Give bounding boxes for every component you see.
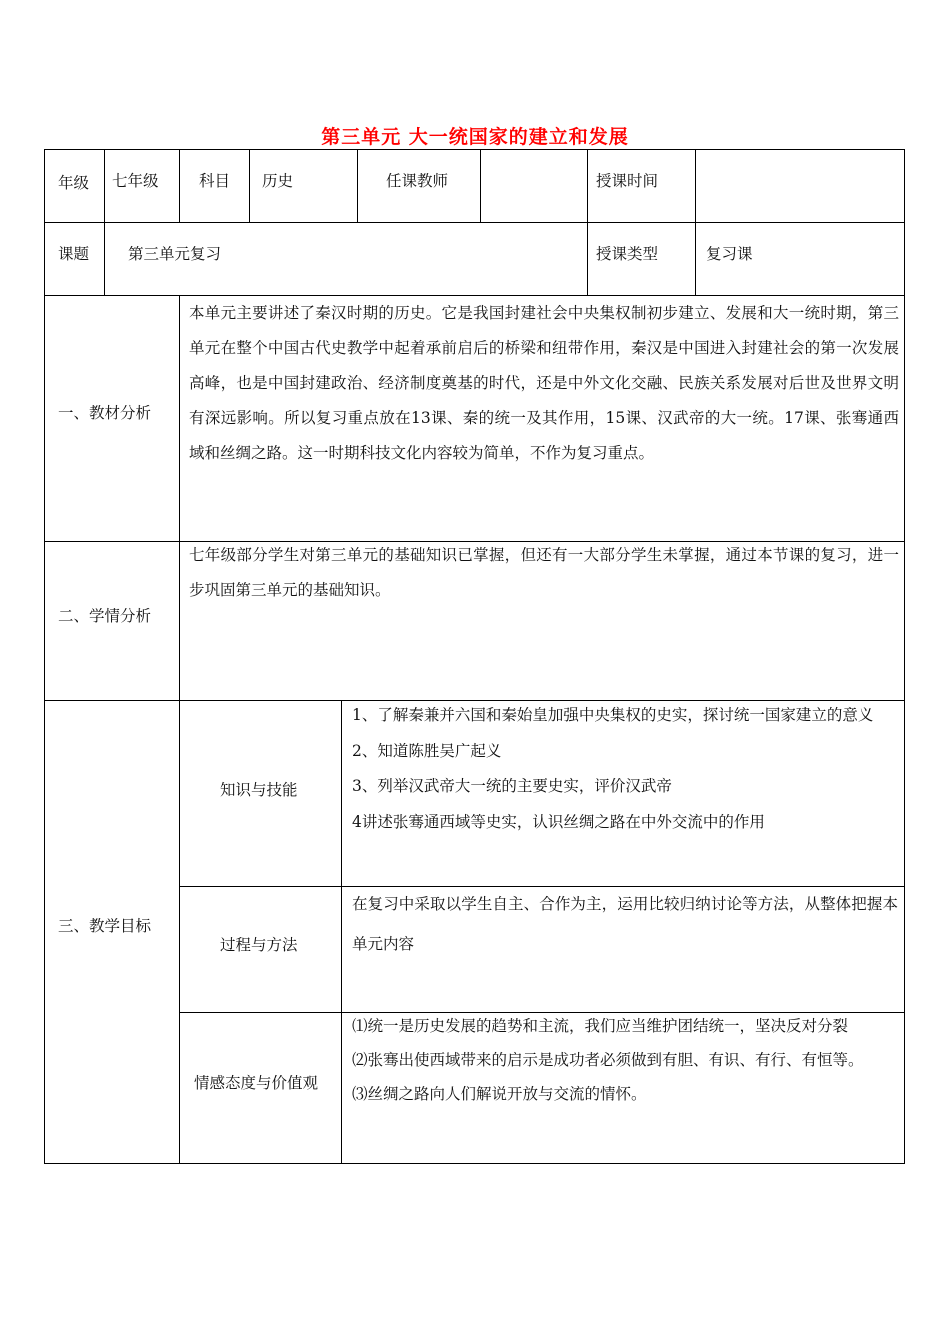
list-item: 3、列举汉武帝大一统的主要史实，评价汉武帝 <box>352 777 672 795</box>
time-label: 授课时间 <box>596 172 659 190</box>
table-border-right <box>904 149 905 1164</box>
topic-value: 第三单元复习 <box>128 245 222 263</box>
column-divider <box>480 149 481 223</box>
table-border-top <box>44 149 905 150</box>
material-analysis-text: 本单元主要讲述了秦汉时期的历史。它是我国封建社会中央集权制初步建立、发展和大一统时期，第三单元在整个中国古代史教学中起着承前启后的桥梁和纽带作用，秦汉是中国进入封建社会的第一次发展高峰，也是中国封建政治、经济制度奠基的时代，还是中外文化交融、民族关系发展对后世及世界文明有深远影响。所以复习重点放在13课、秦的统一及其作用，15课、汉武帝的大一统。17课、张骞通西域和丝绸之路。这一时期科技文化内容较为简单，不作为复习重点。 <box>189 304 899 462</box>
process-methods-text: 在复习中采取以学生自主、合作为主，运用比较归纳讨论等方法，从整体把握本单元内容 <box>352 895 898 953</box>
column-divider <box>104 149 105 296</box>
column-divider <box>695 149 696 296</box>
column-divider <box>249 149 250 223</box>
emotion-values-label: 情感态度与价值观 <box>194 1074 319 1092</box>
list-item: 1、了解秦兼并六国和秦始皇加强中央集权的史实，探讨统一国家建立的意义 <box>352 706 874 724</box>
column-divider <box>179 700 180 1164</box>
table-border-bottom <box>44 1163 905 1164</box>
row-divider <box>44 222 905 223</box>
lesson-type-value: 复习课 <box>706 245 753 263</box>
lesson-type-label: 授课类型 <box>596 245 659 263</box>
page-title: 第三单元 大一统国家的建立和发展 <box>321 126 629 148</box>
student-analysis-label: 二、学情分析 <box>58 607 152 625</box>
grade-label: 年级 <box>58 174 90 192</box>
list-item: ⑵张骞出使西域带来的启示是成功者必须做到有胆、有识、有行、有恒等。 <box>352 1051 864 1069</box>
topic-label: 课题 <box>58 245 90 263</box>
subject-value: 历史 <box>262 172 294 190</box>
teaching-goals-label: 三、教学目标 <box>58 917 152 935</box>
emotion-values-list <box>352 1009 900 1111</box>
column-divider <box>357 149 358 223</box>
list-item: ⑴统一是历史发展的趋势和主流，我们应当维护团结统一，坚决反对分裂 <box>352 1017 849 1035</box>
column-divider <box>179 149 180 223</box>
subject-label: 科目 <box>199 172 231 190</box>
column-divider <box>341 700 342 1164</box>
column-divider <box>179 295 180 701</box>
column-divider <box>587 149 588 296</box>
list-item: 4讲述张骞通西域等史实，认识丝绸之路在中外交流中的作用 <box>352 812 765 831</box>
table-border-left <box>44 149 45 1164</box>
process-methods-label: 过程与方法 <box>220 936 298 954</box>
knowledge-skills-label: 知识与技能 <box>220 781 298 799</box>
teacher-label: 任课教师 <box>386 172 449 190</box>
knowledge-skills-list <box>352 698 898 840</box>
list-item: 2、知道陈胜吴广起义 <box>352 741 502 760</box>
material-analysis-label: 一、教材分析 <box>58 404 152 422</box>
lesson-plan-table <box>44 149 905 1164</box>
grade-value: 七年级 <box>112 172 159 190</box>
student-analysis-text: 七年级部分学生对第三单元的基础知识已掌握，但还有一大部分学生未掌握，通过本节课的复习，进一步巩固第三单元的基础知识。 <box>189 546 899 599</box>
list-item: ⑶丝绸之路向人们解说开放与交流的情怀。 <box>352 1085 647 1103</box>
